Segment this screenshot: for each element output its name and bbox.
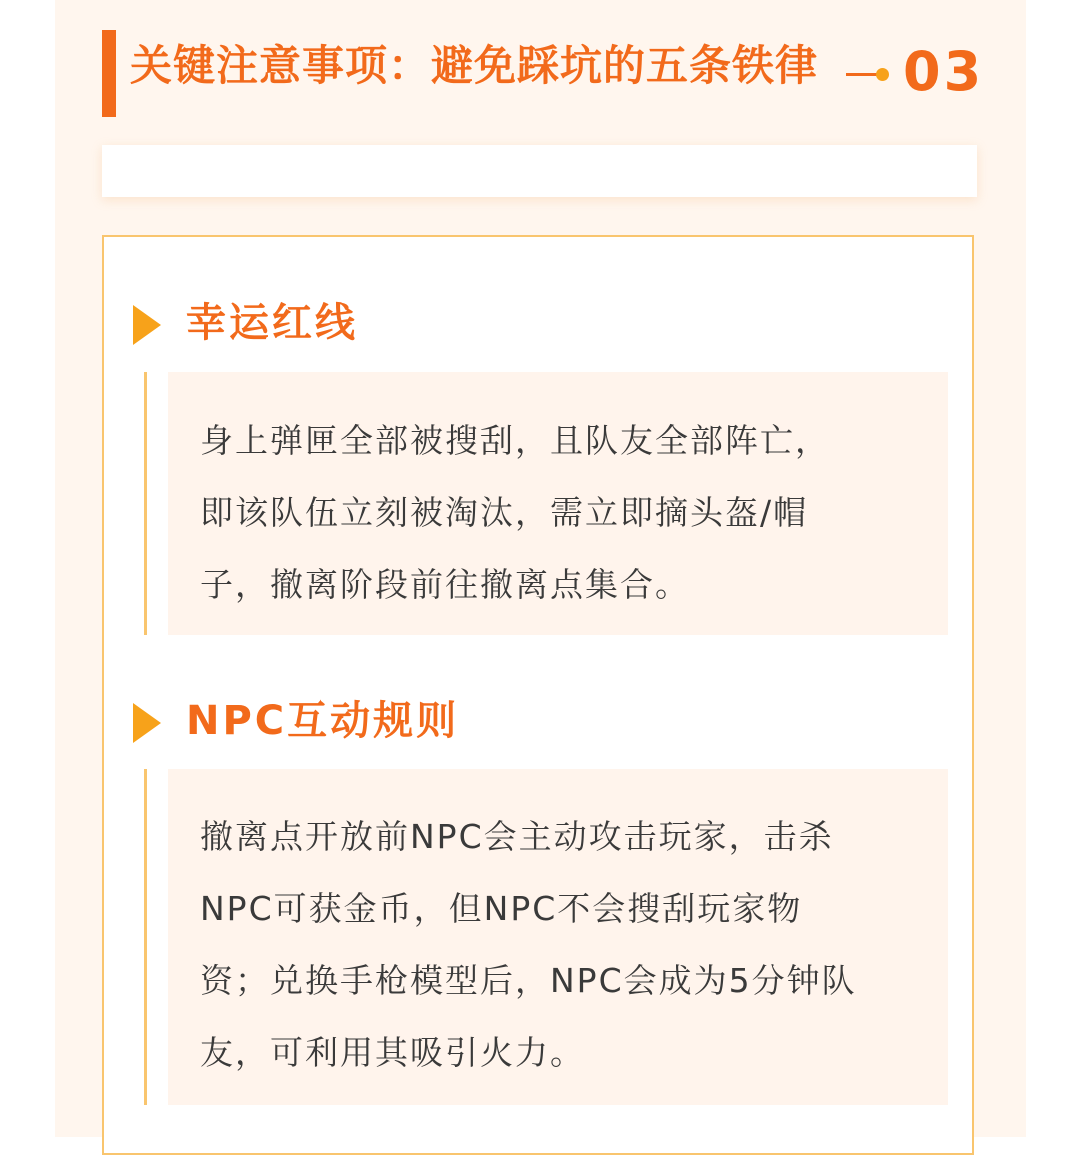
section-body [200, 801, 930, 1089]
spacer-strip [102, 145, 977, 197]
section-body-line: 即该队伍立刻被淘汰，需立即摘头盔/帽 [200, 493, 809, 532]
section-arrow-icon [133, 305, 161, 345]
section-rule [144, 769, 147, 1105]
section-body [200, 405, 930, 621]
header-accent-bar [102, 30, 116, 117]
page-title: 关键注意事项：避免踩坑的五条铁律 [130, 41, 819, 90]
section-number: 03 [903, 40, 985, 103]
section-title: NPC互动规则 [186, 698, 460, 744]
section-body-line: 子，撤离阶段前往撤离点集合。 [200, 565, 690, 604]
section-rule [144, 372, 147, 635]
section-body-line: NPC可获金币，但NPC不会搜刮玩家物 [200, 889, 803, 928]
section-arrow-icon [133, 703, 161, 743]
section-body-line: 身上弹匣全部被搜刮，且队友全部阵亡， [200, 421, 830, 460]
section-body-line: 友，可利用其吸引火力。 [200, 1033, 585, 1072]
section-body-line: 撤离点开放前NPC会主动攻击玩家，击杀 [200, 817, 834, 856]
section-title: 幸运红线 [186, 300, 358, 346]
section-body-line: 资；兑换手枪模型后，NPC会成为5分钟队 [200, 961, 857, 1000]
header-connector-dot [876, 68, 889, 81]
header-connector-line [846, 73, 880, 76]
